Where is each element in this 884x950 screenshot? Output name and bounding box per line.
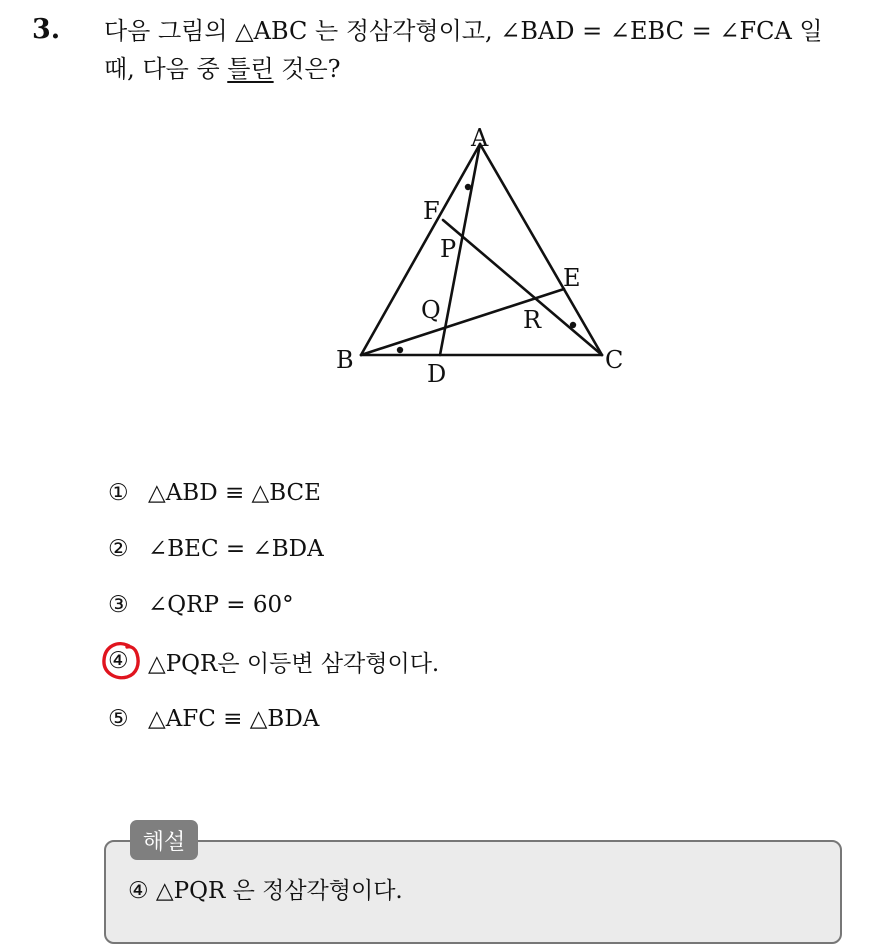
angle-mark-A	[465, 184, 471, 190]
label-E: E	[563, 264, 581, 292]
question-line-2-end: 것은?	[273, 55, 341, 83]
choice-3-number: ③	[108, 592, 129, 618]
label-B: B	[336, 346, 354, 374]
solution-tag: 해설	[130, 820, 198, 860]
angle-mark-B	[397, 347, 403, 353]
question-text	[104, 12, 874, 88]
choice-1-text: △ABD ≡ △BCE	[148, 480, 321, 506]
label-F: F	[423, 197, 440, 225]
triangle-figure	[320, 118, 640, 398]
choice-1-number: ①	[108, 480, 129, 506]
label-C: C	[605, 346, 624, 374]
choice-2-number: ②	[108, 536, 129, 562]
choice-4-number: ④	[108, 648, 129, 674]
question-line-2	[104, 50, 874, 88]
question-line-2-start: 때, 다음 중	[104, 55, 228, 83]
label-A: A	[471, 124, 489, 152]
choice-2[interactable]	[108, 532, 324, 566]
underlined-word: 틀린	[227, 55, 274, 83]
label-Q: Q	[421, 296, 441, 324]
label-D: D	[427, 360, 447, 388]
choice-4[interactable]	[108, 644, 439, 678]
label-P: P	[440, 235, 457, 263]
angle-mark-C	[570, 322, 576, 328]
choice-5-number: ⑤	[108, 706, 129, 732]
question-number: 3.	[32, 14, 61, 45]
choice-5-text: △AFC ≡ △BDA	[148, 706, 320, 732]
question-line-1: 다음 그림의 △ABC 는 정삼각형이고, ∠BAD = ∠EBC = ∠FCA 일	[104, 17, 823, 45]
choice-3[interactable]	[108, 588, 294, 622]
label-R: R	[523, 306, 542, 334]
choice-5[interactable]	[108, 702, 319, 736]
triangle-diagram	[320, 118, 640, 398]
choice-4-text: △PQR은 이등변 삼각형이다.	[148, 650, 440, 677]
choice-3-text: ∠QRP = 60°	[148, 592, 294, 618]
answer-circle-mark	[98, 638, 144, 684]
solution-text: ④ △PQR 은 정삼각형이다.	[128, 878, 403, 904]
choice-1[interactable]	[108, 476, 321, 510]
choice-2-text: ∠BEC = ∠BDA	[148, 536, 324, 562]
